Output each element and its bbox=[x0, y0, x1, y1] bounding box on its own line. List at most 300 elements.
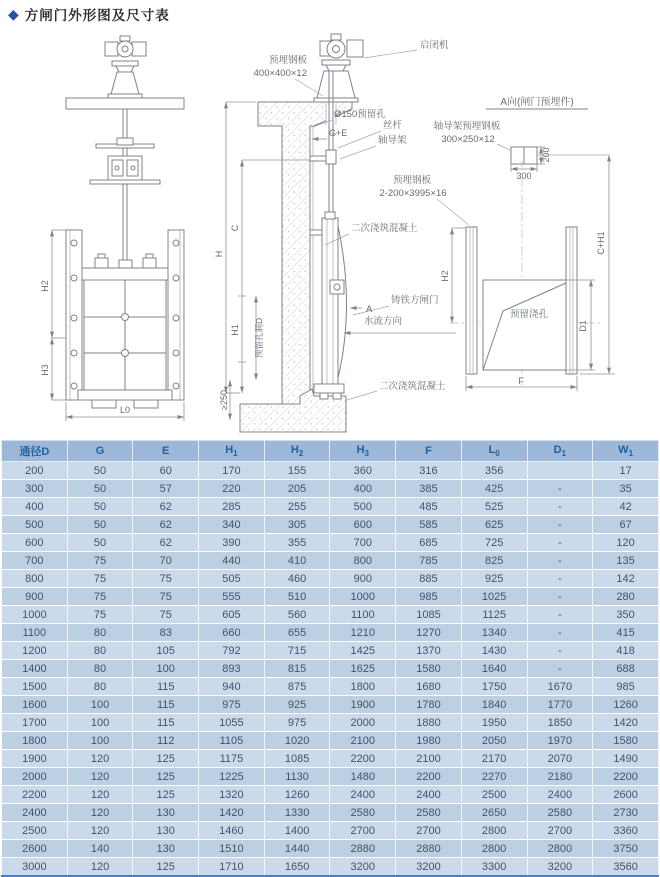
cell: 120 bbox=[67, 822, 133, 840]
dim-c: C bbox=[230, 224, 240, 232]
cell: 2580 bbox=[527, 804, 593, 822]
cell: 1640 bbox=[461, 660, 527, 678]
cell: 1100 bbox=[2, 624, 68, 642]
cell: 655 bbox=[264, 624, 330, 642]
table-row bbox=[2, 678, 659, 696]
cell: 120 bbox=[67, 768, 133, 786]
dim-h3-front: H3 bbox=[40, 364, 50, 376]
embed-plate-right-size: 2-200×3995×16 bbox=[379, 188, 447, 199]
cell: 685 bbox=[396, 534, 462, 552]
guide-embed-plate-size: 300×250×12 bbox=[441, 134, 495, 145]
cell: 1175 bbox=[199, 750, 265, 768]
cell: 400 bbox=[2, 498, 68, 516]
a-direction-view bbox=[379, 95, 615, 391]
cell: 2650 bbox=[461, 804, 527, 822]
cell: 900 bbox=[2, 588, 68, 606]
cell: 50 bbox=[67, 516, 133, 534]
cell: 1580 bbox=[396, 660, 462, 678]
cell: 1320 bbox=[199, 786, 265, 804]
cell: 125 bbox=[133, 768, 199, 786]
cell: 825 bbox=[461, 552, 527, 570]
cell: 2700 bbox=[527, 822, 593, 840]
cell: - bbox=[527, 606, 593, 624]
cell: 2200 bbox=[2, 786, 68, 804]
cell: 2400 bbox=[2, 804, 68, 822]
cell: 2500 bbox=[2, 822, 68, 840]
cell: 125 bbox=[133, 786, 199, 804]
dim-h2-front: H2 bbox=[40, 280, 50, 292]
cell: - bbox=[527, 642, 593, 660]
cell: 120 bbox=[67, 750, 133, 768]
cell: 75 bbox=[67, 606, 133, 624]
cell: 355 bbox=[264, 534, 330, 552]
dim-200: 200 bbox=[541, 147, 551, 163]
cell: 1900 bbox=[330, 696, 396, 714]
secondary-concrete-label-1: 二次浇筑混凝土 bbox=[351, 223, 418, 234]
cell: 75 bbox=[133, 570, 199, 588]
cell: 57 bbox=[133, 480, 199, 498]
cell: 2580 bbox=[396, 804, 462, 822]
cell: 1025 bbox=[461, 588, 527, 606]
cell: 220 bbox=[199, 480, 265, 498]
table-row bbox=[2, 858, 659, 877]
dim-c-plus-h1: C+H1 bbox=[596, 231, 606, 255]
cell: 305 bbox=[264, 516, 330, 534]
cell: 155 bbox=[264, 462, 330, 480]
column-header: 通径D bbox=[2, 441, 68, 462]
cell: 1125 bbox=[461, 606, 527, 624]
screw-rod-label: 丝杆 bbox=[383, 120, 403, 131]
cell: 1200 bbox=[2, 642, 68, 660]
cell: 80 bbox=[67, 678, 133, 696]
cell: 120 bbox=[67, 858, 133, 877]
cell: 2800 bbox=[461, 840, 527, 858]
table-row bbox=[2, 696, 659, 714]
cell: 75 bbox=[133, 606, 199, 624]
dim-h: H bbox=[214, 250, 224, 258]
table-row bbox=[2, 786, 659, 804]
cell: 1850 bbox=[527, 714, 593, 732]
cell: 1330 bbox=[264, 804, 330, 822]
embed-plate-top-label: 预埋钢板 bbox=[268, 55, 307, 66]
dim-l0-front: L0 bbox=[119, 405, 131, 415]
cell: 500 bbox=[2, 516, 68, 534]
cell: 356 bbox=[461, 462, 527, 480]
cell: - bbox=[527, 498, 593, 516]
cell: 625 bbox=[461, 516, 527, 534]
cell: 700 bbox=[330, 534, 396, 552]
cell: 975 bbox=[264, 714, 330, 732]
cell: 715 bbox=[264, 642, 330, 660]
cell: 3560 bbox=[593, 858, 659, 877]
cell: 135 bbox=[593, 552, 659, 570]
cell: 75 bbox=[67, 552, 133, 570]
cell: 75 bbox=[67, 588, 133, 606]
cell: 1105 bbox=[199, 732, 265, 750]
cell: 83 bbox=[133, 624, 199, 642]
column-header: $H_2$ bbox=[264, 441, 330, 462]
cell: 1980 bbox=[396, 732, 462, 750]
cell: 785 bbox=[396, 552, 462, 570]
cell: 1100 bbox=[330, 606, 396, 624]
table-row bbox=[2, 516, 659, 534]
cell: 585 bbox=[396, 516, 462, 534]
cell: 2600 bbox=[2, 840, 68, 858]
cell: 660 bbox=[199, 624, 265, 642]
cell: 1950 bbox=[461, 714, 527, 732]
cell: 1580 bbox=[593, 732, 659, 750]
cell: 815 bbox=[264, 660, 330, 678]
dim-ge: G+E bbox=[329, 128, 348, 138]
table-row bbox=[2, 462, 659, 480]
cell: 205 bbox=[264, 480, 330, 498]
cell: 50 bbox=[67, 462, 133, 480]
cell: 2580 bbox=[330, 804, 396, 822]
cell: 125 bbox=[133, 858, 199, 877]
cell: 1210 bbox=[330, 624, 396, 642]
cell: 1700 bbox=[2, 714, 68, 732]
cell: 700 bbox=[2, 552, 68, 570]
cell: 360 bbox=[330, 462, 396, 480]
cell: - bbox=[527, 480, 593, 498]
embed-plate-top-size: 400×400×12 bbox=[253, 68, 307, 79]
pour-hole-label: 预留浇孔 bbox=[510, 309, 549, 320]
cell: 3200 bbox=[527, 858, 593, 877]
cell: 1625 bbox=[330, 660, 396, 678]
cell: 130 bbox=[133, 804, 199, 822]
cell: 1370 bbox=[396, 642, 462, 660]
shaft-guide-label: 轴导架 bbox=[378, 135, 407, 146]
cell: 2400 bbox=[396, 786, 462, 804]
cell: 2730 bbox=[593, 804, 659, 822]
cell: 70 bbox=[133, 552, 199, 570]
cell: 1055 bbox=[199, 714, 265, 732]
cell: 2100 bbox=[396, 750, 462, 768]
cell: 50 bbox=[67, 480, 133, 498]
cell: 1425 bbox=[330, 642, 396, 660]
cell: 130 bbox=[133, 840, 199, 858]
cell: 975 bbox=[199, 696, 265, 714]
cell: - bbox=[527, 588, 593, 606]
cell: 560 bbox=[264, 606, 330, 624]
table-row bbox=[2, 534, 659, 552]
secondary-concrete-label-2: 二次浇筑混凝土 bbox=[379, 381, 446, 392]
cell: - bbox=[527, 660, 593, 678]
cell: 115 bbox=[133, 696, 199, 714]
column-header: $L_0$ bbox=[461, 441, 527, 462]
column-header: $W_1$ bbox=[593, 441, 659, 462]
cell: 2400 bbox=[527, 786, 593, 804]
cell: 1480 bbox=[330, 768, 396, 786]
cell: 460 bbox=[264, 570, 330, 588]
cell: 600 bbox=[2, 534, 68, 552]
cell: 67 bbox=[593, 516, 659, 534]
cell: 605 bbox=[199, 606, 265, 624]
cell: 1260 bbox=[264, 786, 330, 804]
cell: 893 bbox=[199, 660, 265, 678]
cell: 985 bbox=[396, 588, 462, 606]
table-row bbox=[2, 822, 659, 840]
cell: 1840 bbox=[461, 696, 527, 714]
cell: 1600 bbox=[2, 696, 68, 714]
cell: 1430 bbox=[461, 642, 527, 660]
cell bbox=[527, 462, 593, 480]
cell: 885 bbox=[396, 570, 462, 588]
section-view bbox=[214, 34, 456, 432]
cell: 100 bbox=[67, 714, 133, 732]
hoist-label: 启闭机 bbox=[420, 40, 449, 51]
cell: 1270 bbox=[396, 624, 462, 642]
guide-embed-plate-label: 轴导架预埋钢板 bbox=[433, 121, 501, 132]
cell: 2000 bbox=[330, 714, 396, 732]
cell: 2400 bbox=[330, 786, 396, 804]
cell: 1710 bbox=[199, 858, 265, 877]
cell: 50 bbox=[67, 534, 133, 552]
cell: 35 bbox=[593, 480, 659, 498]
cell: 42 bbox=[593, 498, 659, 516]
table-row bbox=[2, 660, 659, 678]
cell: 800 bbox=[330, 552, 396, 570]
cell: 1000 bbox=[330, 588, 396, 606]
cell: 1680 bbox=[396, 678, 462, 696]
cell: 3750 bbox=[593, 840, 659, 858]
cell: - bbox=[527, 516, 593, 534]
cell: 125 bbox=[133, 750, 199, 768]
cell: 1510 bbox=[199, 840, 265, 858]
cell: 485 bbox=[396, 498, 462, 516]
dim-opening-d: 预留孔洞D bbox=[254, 317, 264, 359]
table-row bbox=[2, 642, 659, 660]
cell: 2880 bbox=[396, 840, 462, 858]
cell: 1085 bbox=[396, 606, 462, 624]
cell: 1800 bbox=[330, 678, 396, 696]
diamond-icon: ◆ bbox=[8, 6, 19, 22]
cell: - bbox=[527, 552, 593, 570]
a-view-title: A向(闸门预埋件) bbox=[500, 97, 574, 108]
cell: 1750 bbox=[461, 678, 527, 696]
cell: 80 bbox=[67, 624, 133, 642]
page-title: 方闸门外形图及尺寸表 bbox=[24, 8, 170, 23]
cell: 255 bbox=[264, 498, 330, 516]
table-row bbox=[2, 552, 659, 570]
cell: 316 bbox=[396, 462, 462, 480]
cell: 2180 bbox=[527, 768, 593, 786]
cell: 2700 bbox=[396, 822, 462, 840]
column-header: $D_1$ bbox=[527, 441, 593, 462]
cell: 2000 bbox=[2, 768, 68, 786]
cell: 75 bbox=[67, 570, 133, 588]
cast-iron-gate-label: 铸铁方闸门 bbox=[391, 295, 439, 306]
cell: 600 bbox=[330, 516, 396, 534]
cell: 390 bbox=[199, 534, 265, 552]
cell: 130 bbox=[133, 822, 199, 840]
cell: 200 bbox=[2, 462, 68, 480]
column-header: E bbox=[133, 441, 199, 462]
cell: 725 bbox=[461, 534, 527, 552]
cell: 2200 bbox=[330, 750, 396, 768]
cell: 62 bbox=[133, 498, 199, 516]
cell: 1460 bbox=[199, 822, 265, 840]
a-direction-mark: A bbox=[366, 304, 373, 315]
cell: 385 bbox=[396, 480, 462, 498]
cell: 1970 bbox=[527, 732, 593, 750]
column-header: F bbox=[396, 441, 462, 462]
column-header: G bbox=[67, 441, 133, 462]
cell: 62 bbox=[133, 534, 199, 552]
cell: 1420 bbox=[593, 714, 659, 732]
embed-plate-right-label: 预埋钢板 bbox=[392, 175, 432, 186]
cell: 340 bbox=[199, 516, 265, 534]
cell: 115 bbox=[133, 714, 199, 732]
cell: 1440 bbox=[264, 840, 330, 858]
cell: 120 bbox=[67, 786, 133, 804]
cell: 120 bbox=[67, 804, 133, 822]
cell: 2500 bbox=[461, 786, 527, 804]
cell: 1400 bbox=[2, 660, 68, 678]
cell: 2600 bbox=[593, 786, 659, 804]
cell: 2880 bbox=[330, 840, 396, 858]
cell: 555 bbox=[199, 588, 265, 606]
cell: 1670 bbox=[527, 678, 593, 696]
cell: 100 bbox=[133, 660, 199, 678]
table-row bbox=[2, 606, 659, 624]
cell: 2270 bbox=[461, 768, 527, 786]
table-row bbox=[2, 714, 659, 732]
cell: 115 bbox=[133, 678, 199, 696]
dimension-table bbox=[1, 440, 659, 877]
cell: 418 bbox=[593, 642, 659, 660]
cell: 1780 bbox=[396, 696, 462, 714]
cell: 2800 bbox=[461, 822, 527, 840]
water-flow-label: 水流方向 bbox=[364, 316, 403, 327]
cell: 140 bbox=[67, 840, 133, 858]
cell: 2050 bbox=[461, 732, 527, 750]
cell: - bbox=[527, 570, 593, 588]
cell: 2700 bbox=[330, 822, 396, 840]
cell: 925 bbox=[461, 570, 527, 588]
cell: 3200 bbox=[396, 858, 462, 877]
table-row bbox=[2, 498, 659, 516]
cell: 900 bbox=[330, 570, 396, 588]
cell: 1085 bbox=[264, 750, 330, 768]
cell: 1880 bbox=[396, 714, 462, 732]
table-row bbox=[2, 804, 659, 822]
cell: 1500 bbox=[2, 678, 68, 696]
cell: 300 bbox=[2, 480, 68, 498]
cell: 1020 bbox=[264, 732, 330, 750]
cell: 2200 bbox=[396, 768, 462, 786]
table-row bbox=[2, 732, 659, 750]
cell: 3360 bbox=[593, 822, 659, 840]
cell: 1130 bbox=[264, 768, 330, 786]
cell: 425 bbox=[461, 480, 527, 498]
cell: 505 bbox=[199, 570, 265, 588]
cell: 510 bbox=[264, 588, 330, 606]
table-row bbox=[2, 840, 659, 858]
cell: 60 bbox=[133, 462, 199, 480]
cell: 2800 bbox=[527, 840, 593, 858]
dim-min-250: ≥250 bbox=[219, 390, 229, 410]
cell: 17 bbox=[593, 462, 659, 480]
technical-drawing bbox=[0, 28, 660, 440]
cell: 50 bbox=[67, 498, 133, 516]
dim-300: 300 bbox=[516, 171, 532, 181]
cell: 1770 bbox=[527, 696, 593, 714]
dim-f: F bbox=[518, 376, 524, 386]
cell: 100 bbox=[67, 696, 133, 714]
cell: 500 bbox=[330, 498, 396, 516]
cell: 792 bbox=[199, 642, 265, 660]
page-header bbox=[0, 0, 660, 28]
cell: 2100 bbox=[330, 732, 396, 750]
cell: 112 bbox=[133, 732, 199, 750]
dim-h2-aview: H2 bbox=[440, 270, 450, 282]
cell: 1800 bbox=[2, 732, 68, 750]
column-header: $H_3$ bbox=[330, 441, 396, 462]
column-header: $H_1$ bbox=[199, 441, 265, 462]
dim-h1: H1 bbox=[230, 324, 240, 336]
table-row bbox=[2, 768, 659, 786]
cell: 2200 bbox=[593, 768, 659, 786]
cell: 925 bbox=[264, 696, 330, 714]
table-row bbox=[2, 480, 659, 498]
cell: 350 bbox=[593, 606, 659, 624]
cell: 2170 bbox=[461, 750, 527, 768]
cell: 120 bbox=[593, 534, 659, 552]
cell: 440 bbox=[199, 552, 265, 570]
cell: 985 bbox=[593, 678, 659, 696]
cell: 2070 bbox=[527, 750, 593, 768]
cell: 80 bbox=[67, 660, 133, 678]
cell: 1490 bbox=[593, 750, 659, 768]
table-header bbox=[2, 441, 659, 462]
cell: 1650 bbox=[264, 858, 330, 877]
cell: 415 bbox=[593, 624, 659, 642]
cell: 105 bbox=[133, 642, 199, 660]
cell: 1900 bbox=[2, 750, 68, 768]
cell: 1400 bbox=[264, 822, 330, 840]
reserved-hole-label: Ø150预留孔 bbox=[334, 109, 386, 120]
table-row bbox=[2, 588, 659, 606]
cell: 875 bbox=[264, 678, 330, 696]
cell: 1260 bbox=[593, 696, 659, 714]
cell: - bbox=[527, 624, 593, 642]
cell: 400 bbox=[330, 480, 396, 498]
front-view bbox=[40, 36, 184, 421]
table-row bbox=[2, 570, 659, 588]
cell: 80 bbox=[67, 642, 133, 660]
cell: - bbox=[527, 534, 593, 552]
cell: 3000 bbox=[2, 858, 68, 877]
cell: 142 bbox=[593, 570, 659, 588]
cell: 940 bbox=[199, 678, 265, 696]
cell: 3300 bbox=[461, 858, 527, 877]
cell: 100 bbox=[67, 732, 133, 750]
cell: 75 bbox=[133, 588, 199, 606]
cell: 3200 bbox=[330, 858, 396, 877]
cell: 1225 bbox=[199, 768, 265, 786]
cell: 410 bbox=[264, 552, 330, 570]
cell: 1340 bbox=[461, 624, 527, 642]
cell: 525 bbox=[461, 498, 527, 516]
dim-d1: D1 bbox=[578, 320, 588, 332]
cell: 170 bbox=[199, 462, 265, 480]
cell: 800 bbox=[2, 570, 68, 588]
cell: 1420 bbox=[199, 804, 265, 822]
cell: 62 bbox=[133, 516, 199, 534]
table-row bbox=[2, 624, 659, 642]
cell: 285 bbox=[199, 498, 265, 516]
